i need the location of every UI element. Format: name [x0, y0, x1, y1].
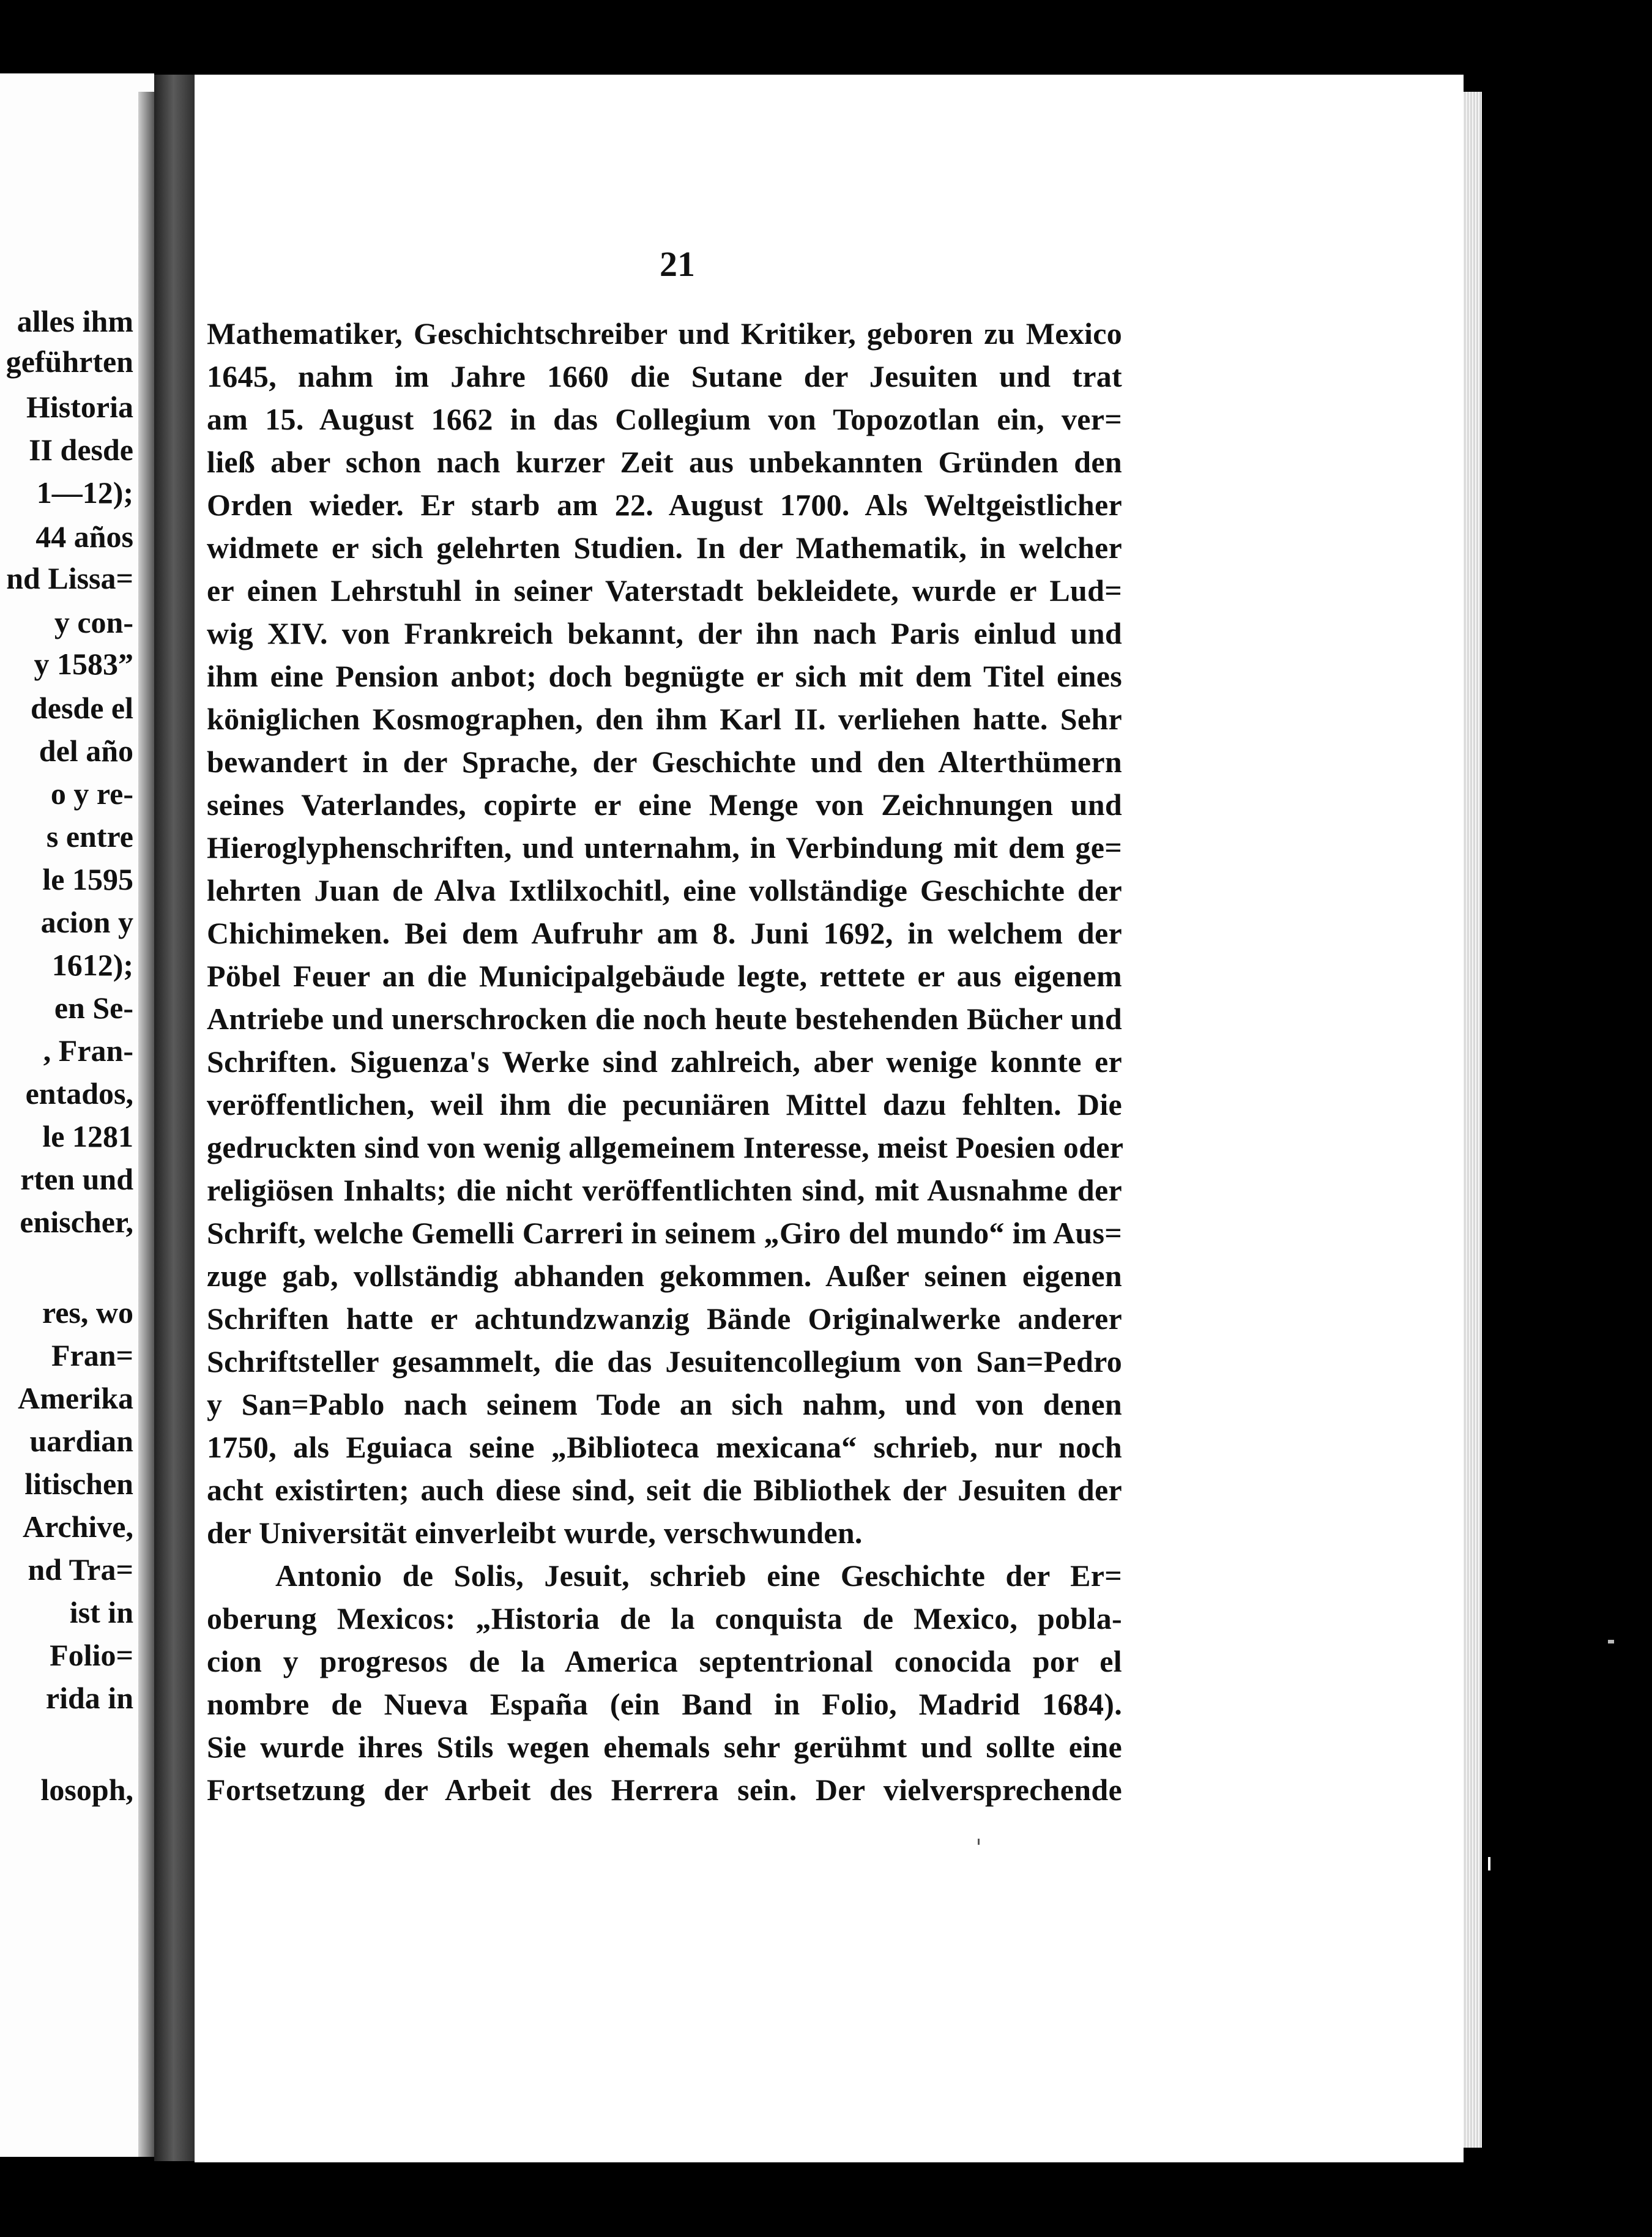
text-line: Orden wieder. Er starb am 22. August 1700. Als Weltgeistlicher — [207, 488, 1122, 522]
left-page-line: litischen — [24, 1467, 133, 1501]
left-page-line: Amerika — [18, 1381, 133, 1415]
text-line: seines Vaterlandes, copirte er eine Menge von Zeichnungen und — [207, 787, 1122, 822]
left-page-line: Archive, — [23, 1509, 133, 1544]
text-line: wig XIV. von Frankreich bekannt, der ihn nach Paris einlud und — [207, 616, 1122, 650]
book-binding — [154, 75, 197, 2161]
left-page-line: losoph, — [40, 1773, 133, 1807]
text-line: y San=Pablo nach seinem Tode an sich nahm, und von denen — [207, 1387, 1122, 1421]
left-page-line: , Fran- — [43, 1033, 133, 1068]
left-page-line: o y re- — [50, 776, 133, 811]
text-line: religiösen Inhalts; die nicht veröffentlichten sind, mit Ausnahme der — [207, 1173, 1122, 1207]
text-line: ihm eine Pension anbot; doch begnügte er sich mit dem Titel eines — [207, 659, 1122, 693]
text-line: acht existirten; auch diese sind, seit die Bibliothek der Jesuiten der — [207, 1473, 1122, 1507]
left-page-line: s entre — [46, 819, 133, 854]
text-line: veröffentlichen, weil ihm die pecuniären Mittel dazu fehlten. Die — [207, 1087, 1122, 1122]
text-line: lehrten Juan de Alva Ixtlilxochitl, eine vollständige Geschichte der — [207, 873, 1122, 907]
text-line: widmete er sich gelehrten Studien. In der Mathematik, in welcher — [207, 530, 1122, 565]
left-page-line: entados, — [25, 1076, 133, 1111]
text-line: Pöbel Feuer an die Municipalgebäude legte, rettete er aus eigenem — [207, 959, 1122, 993]
text-line: Hieroglyphenschriften, und unternahm, in Verbindung mit dem ge= — [207, 830, 1122, 865]
left-page-line: rida in — [45, 1681, 133, 1715]
left-page-line: le 1595 — [42, 862, 133, 896]
text-line: er einen Lehrstuhl in seiner Vaterstadt bekleidete, wurde er Lud= — [207, 573, 1122, 608]
left-page-line: le 1281 — [42, 1119, 133, 1153]
left-page-line: 1—12); — [36, 475, 133, 510]
left-page-line: y 1583” — [34, 647, 133, 681]
left-page-line: 1612); — [51, 948, 133, 982]
left-page-line: enischer, — [20, 1205, 133, 1239]
text-line: oberung Mexicos: „Historia de la conquista de Mexico, pobla- — [207, 1601, 1122, 1636]
left-page-line: uardian — [29, 1424, 133, 1458]
left-page-line: Historia — [26, 390, 133, 424]
text-line: nombre de Nueva España (ein Band in Folio, Madrid 1684). — [207, 1687, 1122, 1721]
scan-mark — [1608, 1640, 1614, 1643]
text-line: der Universität einverleibt wurde, verschwunden. — [207, 1516, 863, 1550]
text-line: cion y progresos de la America septentrional conocida por el — [207, 1644, 1122, 1678]
text-line: 1645, nahm im Jahre 1660 die Sutane der Jesuiten und trat — [207, 359, 1122, 393]
gutter-shadow — [138, 92, 154, 2157]
left-page-line: y con- — [54, 605, 133, 639]
text-line: Fortsetzung der Arbeit des Herrera sein. Der vielversprechende — [207, 1773, 1122, 1807]
left-page-line: Fran= — [51, 1338, 133, 1372]
left-page-line: nd Lissa= — [6, 561, 133, 595]
left-page-line: Folio= — [50, 1638, 133, 1672]
text-line: bewandert in der Sprache, der Geschichte und den Alterthümern — [207, 745, 1122, 779]
scan-mark — [1488, 1857, 1490, 1870]
text-line: Schriften hatte er achtundzwanzig Bände Originalwerke anderer — [207, 1301, 1122, 1336]
text-line: 1750, als Eguiaca seine „Biblioteca mexicana“ schrieb, nur noch — [207, 1430, 1122, 1464]
previous-page-fragment — [0, 73, 154, 2157]
left-page-line: res, wo — [42, 1295, 133, 1330]
left-page-line: acion y — [40, 905, 133, 939]
left-page-line: II desde — [29, 433, 133, 467]
text-line: Chichimeken. Bei dem Aufruhr am 8. Juni 1692, in welchem der — [207, 916, 1122, 950]
text-line: Schriften. Siguenza's Werke sind zahlreich, aber wenige konnte er — [207, 1044, 1122, 1079]
text-line: zuge gab, vollständig abhanden gekommen. Außer seinen eigenen — [207, 1259, 1122, 1293]
left-page-line: ist in — [69, 1595, 133, 1629]
text-line: gedruckten sind von wenig allgemeinem Interesse, meist Poesien oder — [207, 1130, 1124, 1164]
text-line: Schrift, welche Gemelli Carreri in seinem „Giro del mundo“ im Aus= — [207, 1216, 1122, 1250]
text-line: Schriftsteller gesammelt, die das Jesuitencollegium von San=Pedro — [207, 1344, 1122, 1379]
left-page-line: del año — [39, 734, 133, 768]
page-block-edge — [1464, 92, 1482, 2148]
text-line: ließ aber schon nach kurzer Zeit aus unbekannten Gründen den — [207, 445, 1122, 479]
text-line: Antriebe und unerschrocken die noch heute bestehenden Bücher und — [207, 1002, 1122, 1036]
text-line: Sie wurde ihres Stils wegen ehemals sehr gerühmt und sollte eine — [207, 1730, 1122, 1764]
text-line: königlichen Kosmographen, den ihm Karl II. verliehen hatte. Sehr — [207, 702, 1122, 736]
page-number: 21 — [660, 244, 695, 284]
left-page-line: desde el — [30, 691, 133, 725]
left-page-line: nd Tra= — [28, 1552, 133, 1587]
paper-speck — [978, 1839, 980, 1845]
left-page-line: alles ihm — [17, 304, 133, 338]
left-page-line: 44 años — [35, 519, 133, 554]
text-line: Mathematiker, Geschichtschreiber und Kritiker, geboren zu Mexico — [207, 316, 1122, 351]
left-page-line: rten und — [20, 1162, 133, 1196]
left-page-line: en Se- — [54, 991, 133, 1025]
text-line: Antonio de Solis, Jesuit, schrieb eine Geschichte der Er= — [275, 1558, 1122, 1593]
text-line: am 15. August 1662 in das Collegium von Topozotlan ein, ver= — [207, 402, 1122, 436]
left-page-line: geführten — [6, 344, 133, 379]
